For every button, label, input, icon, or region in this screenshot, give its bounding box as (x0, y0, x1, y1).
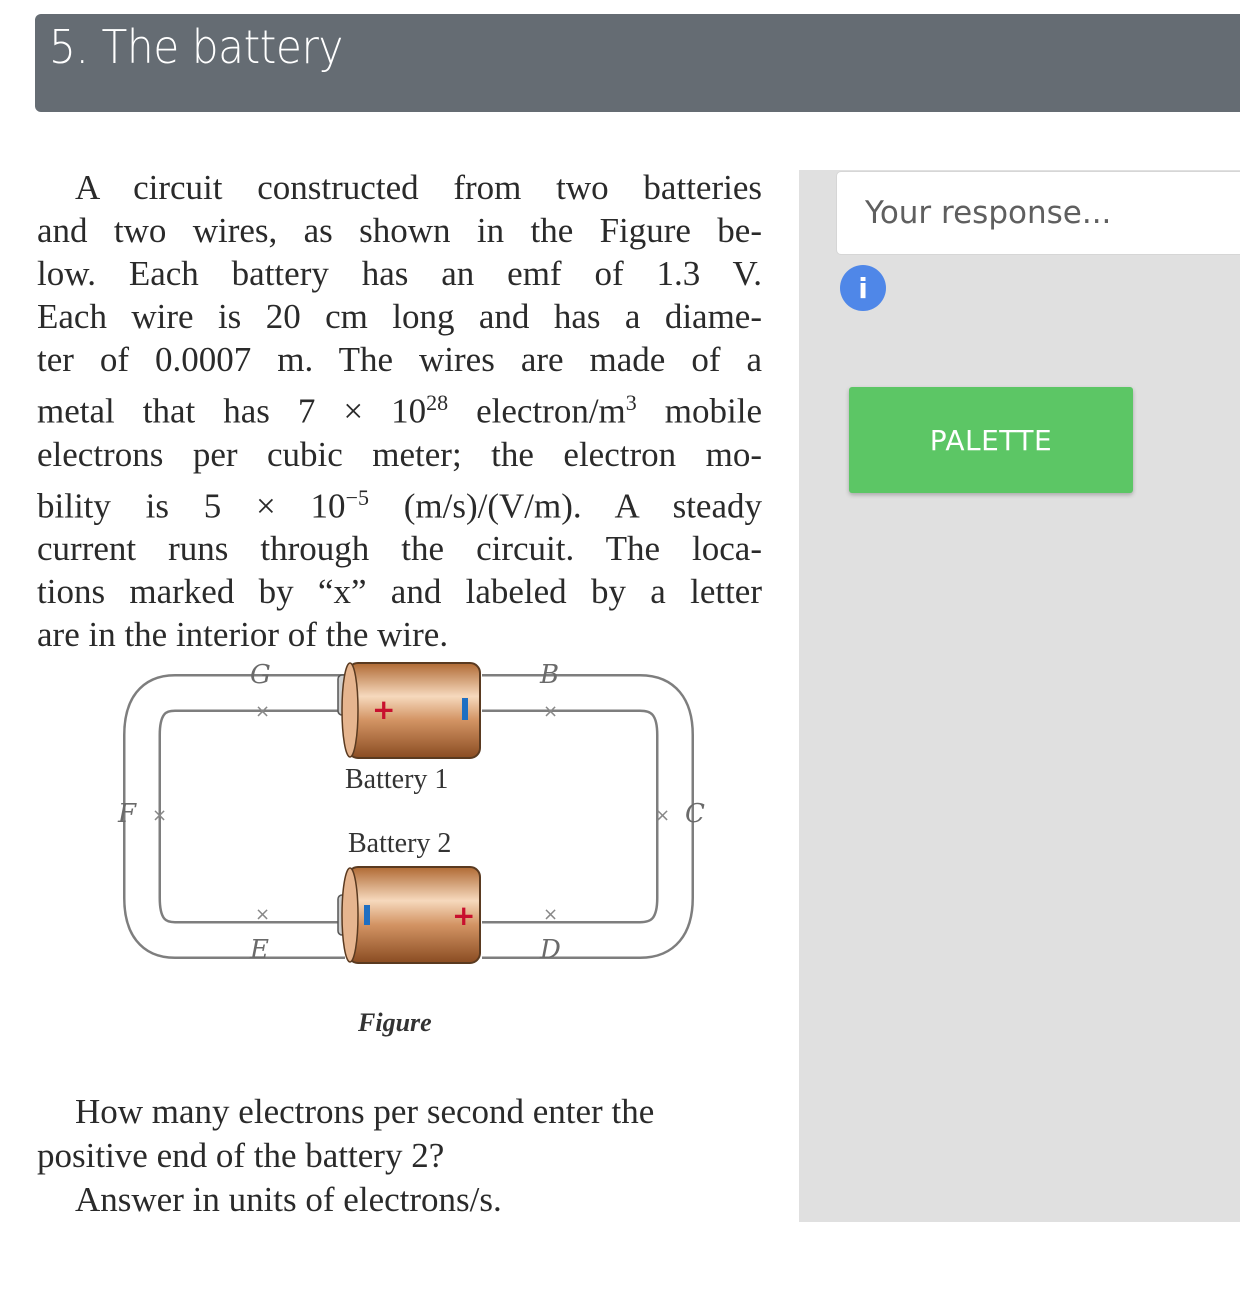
battery-1-plus: + (372, 693, 396, 726)
marker-b: × (543, 701, 559, 722)
point-label-c: C (685, 799, 705, 829)
problem-line: Each wire is 20 cm long and has a diame- (37, 297, 762, 336)
question-line: How many electrons per second enter the (75, 1092, 655, 1131)
figure-caption: Figure (358, 1008, 432, 1037)
problem-line: and two wires, as shown in the Figure be- (37, 211, 762, 250)
problem-line: low. Each battery has an emf of 1.3 V. (37, 254, 762, 293)
question-line: positive end of the battery 2? (37, 1136, 445, 1175)
page-title: 5. The battery (49, 20, 344, 74)
marker-c: × (655, 805, 671, 826)
point-label-e: E (250, 935, 269, 965)
page-header (35, 14, 1240, 112)
marker-f: × (152, 805, 168, 826)
point-label-f: F (118, 799, 137, 829)
marker-d: × (543, 904, 559, 925)
problem-statement (37, 166, 762, 656)
problem-line: electrons per cubic meter; the electron mo- (37, 434, 762, 474)
circuit-figure (100, 655, 740, 1050)
marker-e: × (255, 904, 271, 925)
problem-line: are in the interior of the wire. (37, 615, 449, 655)
battery-2-plus: + (452, 899, 476, 932)
response-panel (799, 170, 1240, 1222)
response-input[interactable] (836, 171, 1240, 255)
marker-g: × (255, 701, 271, 722)
problem-line-mobility: bility is $5 \times 10^{-5}$ (m/s)/(V/m). A steady (37, 484, 763, 526)
units-line: Answer in units of electrons/s. (75, 1180, 502, 1219)
palette-button[interactable]: PALETTE (849, 387, 1133, 493)
battery-1-label: Battery 1 (345, 764, 449, 795)
point-label-g: G (250, 660, 271, 690)
info-icon[interactable]: i (840, 265, 886, 311)
point-label-b: B (540, 660, 560, 690)
problem-line: ter of 0.0007 m. The wires are made of a (37, 340, 762, 379)
problem-line: A circuit constructed from two batteries (75, 168, 762, 207)
question-text (37, 1090, 762, 1222)
battery-1 (338, 663, 480, 758)
point-label-d: D (540, 935, 561, 965)
problem-line: tions marked by “x” and labeled by a letter (37, 572, 762, 612)
battery-2-minus (364, 905, 370, 925)
battery-1-minus (462, 698, 468, 720)
problem-line-density: metal that has $7 \times 10^{28}$ electron/$m^3$ mobile (37, 390, 762, 431)
problem-line: current runs through the circuit. The loca- (37, 529, 762, 569)
battery-2 (338, 867, 480, 963)
battery-2-label: Battery 2 (348, 828, 452, 859)
